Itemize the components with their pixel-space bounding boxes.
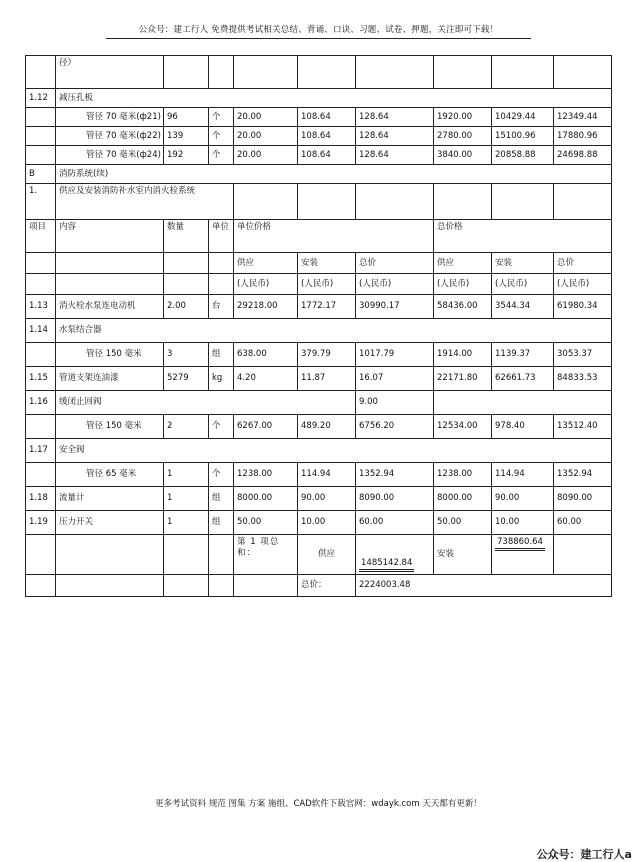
supply-price: 8000.00 [234,487,298,511]
unit-cell: 个 [209,146,234,165]
currency-label: (人民币) [234,274,298,295]
item-name: 管径 65 毫米 [56,463,164,487]
unit-cell: 个 [209,127,234,146]
unit-total: 1017.79 [356,343,434,367]
summary-install-label: 安装 [434,535,492,575]
supply-price: 6267.00 [234,415,298,439]
price-table [25,55,612,597]
install-price: 108.64 [298,146,356,165]
total-install: 15100.96 [492,127,554,146]
total-install: 10.00 [492,511,554,535]
unit-total: 128.64 [356,146,434,165]
item-name: 管道支架连油漆 [56,367,164,391]
item-name: 供应及安装消防补水室内消火栓系统 [56,184,234,220]
item-number: 1.18 [26,487,56,511]
item-name: 管径 70 毫米(ф24) [56,146,164,165]
col-header-qty: 数量 [164,220,209,253]
grand-total: 17880.96 [554,127,612,146]
item-number: 1.15 [26,367,56,391]
grand-total: 61980.34 [554,295,612,319]
currency-label: (人民币) [554,274,612,295]
header-divider [106,38,531,39]
table-row [26,295,612,319]
supply-price: 50.00 [234,511,298,535]
col-header-total: 总价 [356,253,434,274]
table-row [26,146,612,165]
install-price: 114.94 [298,463,356,487]
install-price: 1772.17 [298,295,356,319]
section-row [26,89,612,108]
col-header-grand-total: 总价 [554,253,612,274]
item-name: 管径 150 毫米 [56,343,164,367]
table-row [26,108,612,127]
qty-cell: 5279 [164,367,209,391]
page-footer: 更多考试资料 规范 图集 方案 施组、CAD软件下载官网：wdayk.com 天天都有更新！ [155,799,482,809]
grand-total: 13512.40 [554,415,612,439]
summary-supply-value: 1485142.84 [359,558,414,572]
item-number: 1. [26,184,56,220]
unit-cell: kg [209,367,234,391]
summary-row [26,535,612,575]
total-supply: 12534.00 [434,415,492,439]
supply-price: 4.20 [234,367,298,391]
section-row [26,165,612,184]
col-header-unit-price: 单位价格 [234,220,434,253]
qty-cell: 2.00 [164,295,209,319]
qty-cell: 139 [164,127,209,146]
unit-total: 16.07 [356,367,434,391]
grand-total: 1352.94 [554,463,612,487]
install-price: 11.87 [298,367,356,391]
item-name: 管径 150 毫米 [56,415,164,439]
qty-cell: 96 [164,108,209,127]
grand-total: 3053.37 [554,343,612,367]
col-header-install: 安装 [298,253,356,274]
unit-total: 60.00 [356,511,434,535]
item-number: 1.14 [26,319,56,343]
unit-cell: 个 [209,108,234,127]
table-row [26,127,612,146]
unit-cell: 组 [209,487,234,511]
install-price: 90.00 [298,487,356,511]
supply-price: 29218.00 [234,295,298,319]
item-name: 消防系统(续) [56,165,612,184]
currency-label: (人民币) [356,274,434,295]
total-install: 978.40 [492,415,554,439]
total-supply: 22171.80 [434,367,492,391]
item-number: B [26,165,56,184]
qty-cell: 1 [164,487,209,511]
section-row [26,184,612,220]
item-name: 安全阀 [56,439,612,463]
total-supply: 50.00 [434,511,492,535]
table-row [26,463,612,487]
supply-price: 1238.00 [234,463,298,487]
unit-cell: 个 [209,415,234,439]
grand-total: 8090.00 [554,487,612,511]
unit-total: 30990.17 [356,295,434,319]
total-supply: 8000.00 [434,487,492,511]
item-number: 1.12 [26,89,56,108]
total-supply: 58436.00 [434,295,492,319]
unit-total: 9.00 [356,391,434,415]
table-header-row [26,253,612,274]
col-header-total-supply: 供应 [434,253,492,274]
unit-total: 6756.20 [356,415,434,439]
total-install: 90.00 [492,487,554,511]
total-install: 1139.37 [492,343,554,367]
col-header-unit: 单位 [209,220,234,253]
item-name: 缓闭止回阀 [56,391,356,415]
total-install: 114.94 [492,463,554,487]
watermark: 公众号：建工行人a [536,848,632,861]
supply-price: 638.00 [234,343,298,367]
unit-total: 128.64 [356,127,434,146]
install-price: 10.00 [298,511,356,535]
total-install: 20858.88 [492,146,554,165]
item-name: 径） [56,56,164,89]
total-supply: 1238.00 [434,463,492,487]
item-name: 消火栓水泵连电动机 [56,295,164,319]
col-header-total-install: 安装 [492,253,554,274]
table-row [26,56,612,89]
item-name: 压力开关 [56,511,164,535]
unit-cell: 组 [209,511,234,535]
unit-cell: 组 [209,343,234,367]
qty-cell: 192 [164,146,209,165]
qty-cell: 3 [164,343,209,367]
table-row [26,415,612,439]
item-number: 1.16 [26,391,56,415]
total-row [26,575,612,597]
unit-total: 128.64 [356,108,434,127]
table-row [26,343,612,367]
total-install: 3544.34 [492,295,554,319]
install-price: 489.20 [298,415,356,439]
install-price: 108.64 [298,108,356,127]
col-header-total-price: 总价格 [434,220,612,253]
section-row [26,391,612,415]
summary-label: 第 1 项总和： [234,535,298,575]
table-header-row [26,220,612,253]
unit-total: 8090.00 [356,487,434,511]
unit-total: 1352.94 [356,463,434,487]
total-supply: 1914.00 [434,343,492,367]
total-supply: 1920.00 [434,108,492,127]
qty-cell: 2 [164,415,209,439]
currency-label: (人民币) [434,274,492,295]
table-row [26,511,612,535]
total-supply: 3840.00 [434,146,492,165]
currency-label: (人民币) [298,274,356,295]
grand-total: 60.00 [554,511,612,535]
item-name: 管径 70 毫米(ф21) [56,108,164,127]
item-name: 水泵结合器 [56,319,612,343]
section-row [26,319,612,343]
total-supply: 2780.00 [434,127,492,146]
unit-cell: 台 [209,295,234,319]
summary-install-value: 738860.64 [495,537,545,551]
supply-price: 20.00 [234,127,298,146]
unit-cell: 个 [209,463,234,487]
item-number: 1.19 [26,511,56,535]
summary-supply-label: 供应 [298,535,356,575]
total-install: 10429.44 [492,108,554,127]
supply-price: 20.00 [234,146,298,165]
grand-total: 12349.44 [554,108,612,127]
col-header-supply: 供应 [234,253,298,274]
item-number: 1.17 [26,439,56,463]
install-price: 108.64 [298,127,356,146]
col-header-desc: 内容 [56,220,164,253]
total-label: 总价： [298,575,356,597]
page-header: 公众号：建工行人 免费提供考试相关总结、背诵、口诀、习题、试卷、押题，关注即可下载！ [138,25,499,35]
section-row [26,439,612,463]
item-name: 减压孔板 [56,89,612,108]
item-name: 流量计 [56,487,164,511]
table-row [26,487,612,511]
grand-total: 24698.88 [554,146,612,165]
supply-price: 20.00 [234,108,298,127]
item-number: 1.13 [26,295,56,319]
table-row [26,367,612,391]
currency-label: (人民币) [492,274,554,295]
total-install: 62661.73 [492,367,554,391]
grand-total: 84833.53 [554,367,612,391]
table-header-row [26,274,612,295]
qty-cell: 1 [164,463,209,487]
install-price: 379.79 [298,343,356,367]
total-value: 2224003.48 [356,575,612,597]
item-name: 管径 70 毫米(ф22) [56,127,164,146]
qty-cell: 1 [164,511,209,535]
col-header-no: 项目 [26,220,56,253]
